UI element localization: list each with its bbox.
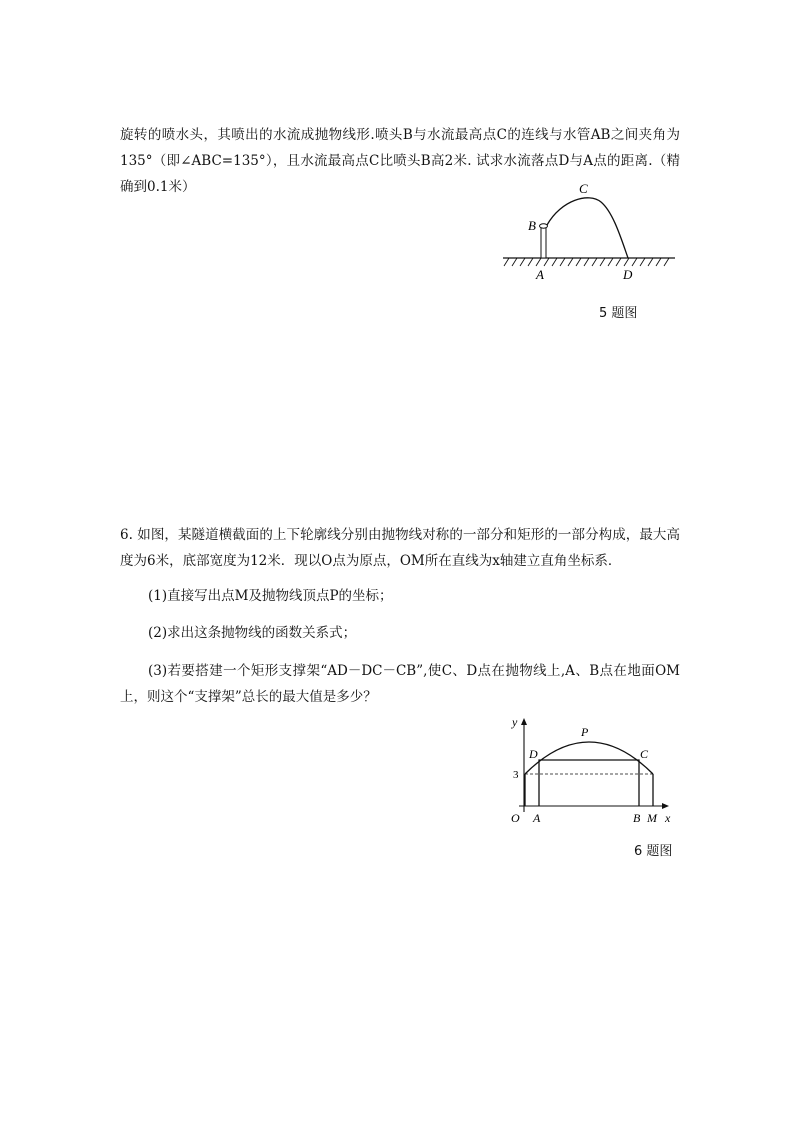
ground-hatching xyxy=(504,258,669,266)
label-M: M xyxy=(647,811,657,825)
problem6-q2: (2)求出这条抛物线的函数关系式； xyxy=(148,625,357,641)
label-D: D xyxy=(623,267,633,282)
sprinkler-head xyxy=(540,224,548,228)
problem6-caption: 6 题图 xyxy=(634,844,673,859)
tunnel-parabola xyxy=(525,742,653,774)
problem6-intro: 6. 如图，某隧道横截面的上下轮廓线分别由抛物线对称的一部分和矩形的一部分构成，最大高度为6米，底部宽度为12米．现以O点为原点，OM所在直线为x轴建立直角坐标系． xyxy=(120,527,680,569)
problem6-figure xyxy=(505,712,685,827)
water-arc xyxy=(547,198,628,258)
problem5-text: 旋转的喷水头，其喷出的水流成抛物线形.喷头B与水流最高点C的连线与水管AB之间夹角为135°（即∠ABC=135°），且水流最高点C比喷头B高2米. 试求水流落点D与A点的距离.（精确到0.1米） xyxy=(120,127,680,195)
label-D: D xyxy=(529,747,538,761)
problem5-figure xyxy=(495,180,685,285)
label-y: y xyxy=(512,715,518,729)
support-frame xyxy=(539,760,639,806)
label-O: O xyxy=(511,811,520,825)
label-A: A xyxy=(536,267,544,282)
label-A: A xyxy=(533,811,541,825)
label-C: C xyxy=(579,181,588,196)
problem6-q1: (1)直接写出点M及抛物线顶点P的坐标； xyxy=(148,588,393,604)
x-axis-arrow xyxy=(662,803,669,809)
label-B: B xyxy=(633,811,641,825)
label-B: B xyxy=(528,218,536,233)
label-P: P xyxy=(581,725,589,739)
label-3: 3 xyxy=(513,769,519,781)
label-x: x xyxy=(665,811,671,825)
y-axis-arrow xyxy=(521,718,527,725)
water-pipe xyxy=(541,228,546,258)
problem6-q3: (3)若要搭建一个矩形支撑架“AD－DC－CB”,使C、D点在抛物线上,A、B点在地面OM上，则这个“支撑架”总长的最大值是多少？ xyxy=(120,663,680,705)
problem5-caption: 5 题图 xyxy=(599,306,638,321)
label-C: C xyxy=(640,747,649,761)
